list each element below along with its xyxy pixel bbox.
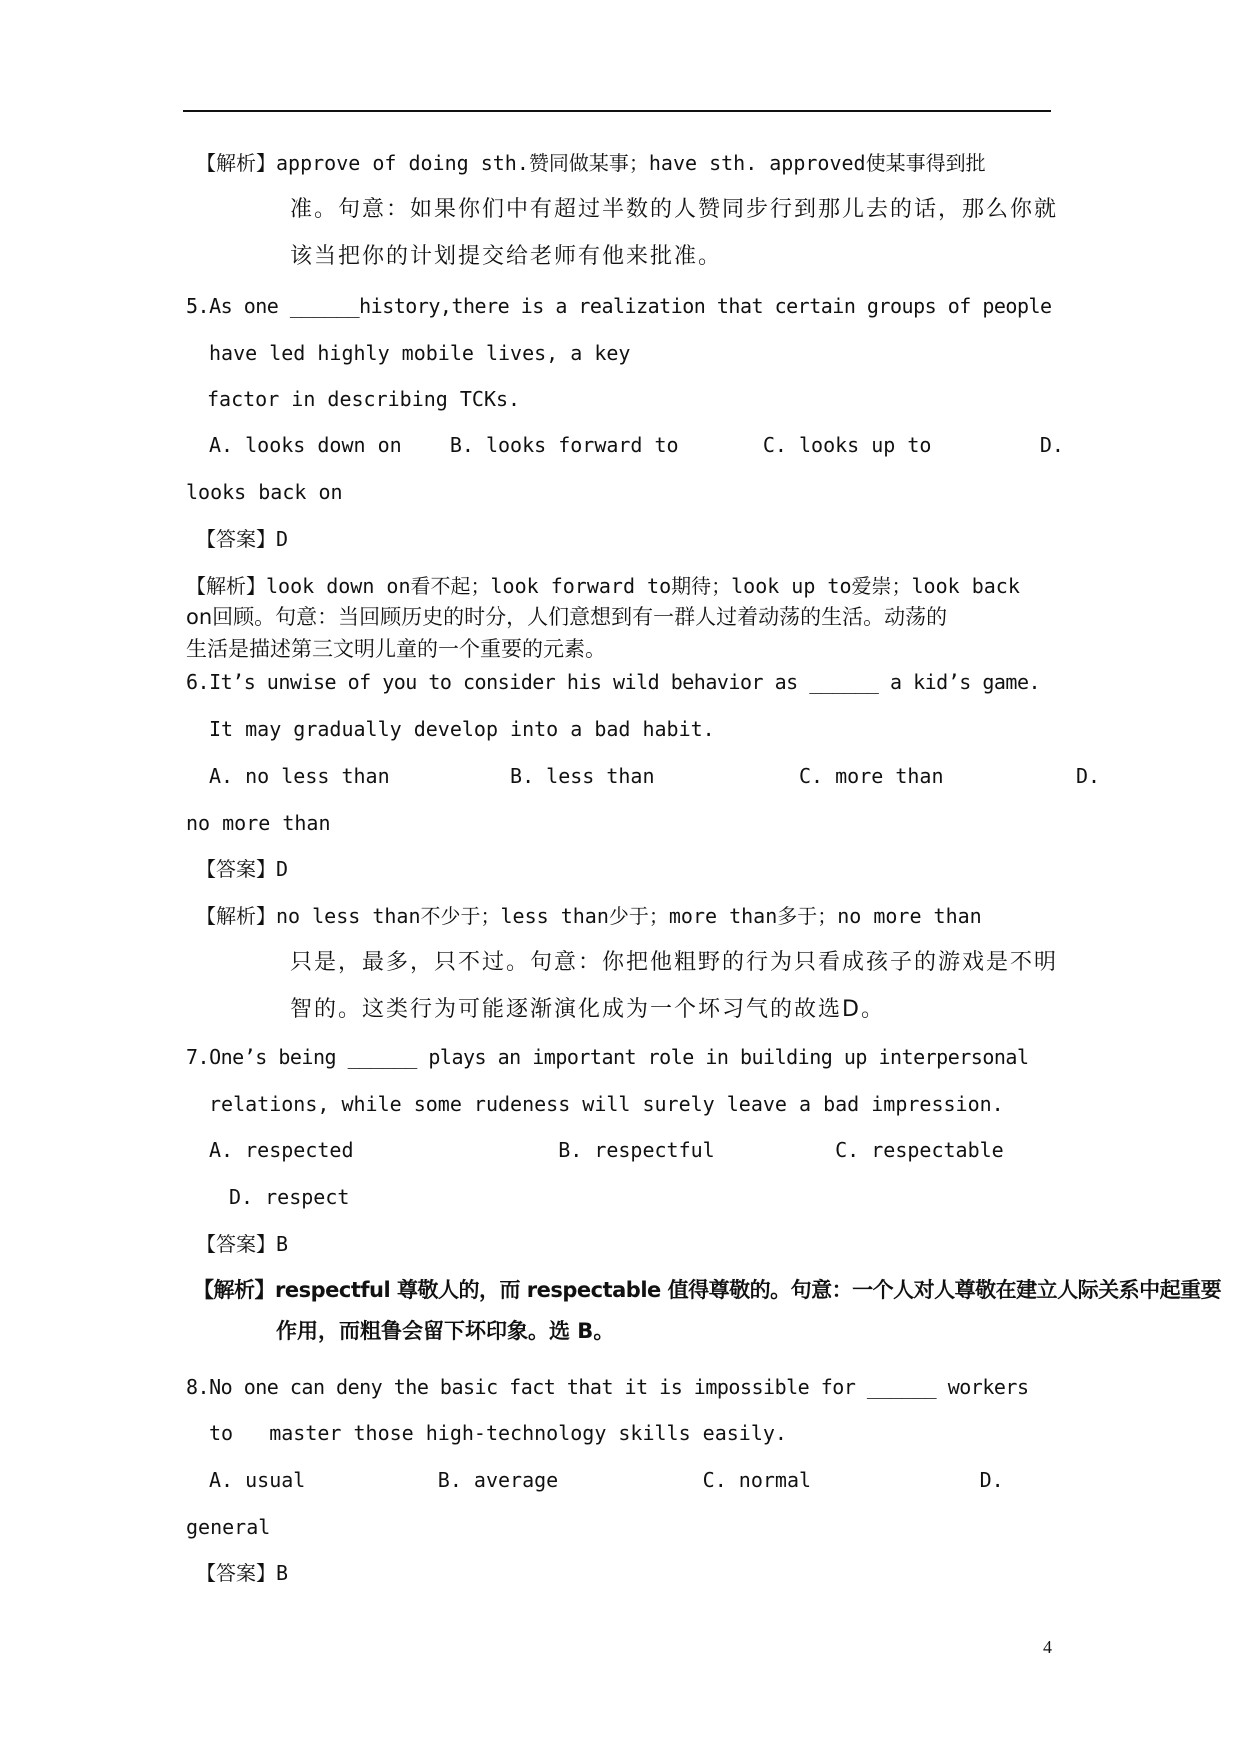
analysis-line: 【解析】look down on看不起；look forward to期待；look up to爱崇；look back <box>186 574 1020 598</box>
question-7-stem: relations, while some rudeness will surely leave a bad impression. <box>209 1092 1004 1116</box>
analysis-line: 准。句意：如果你们中有超过半数的人赞同步行到那儿去的话，那么你就 <box>290 197 1059 222</box>
answer-line: 【答案】D <box>196 527 289 551</box>
analysis-line: 【解析】approve of doing sth.赞同做某事；have sth. approved使某事得到批 <box>196 151 986 175</box>
header-rule <box>183 110 1051 112</box>
question-7-options: A. respected B. respectful C. respectable <box>209 1138 1004 1162</box>
answer-line: 【答案】B <box>196 1232 289 1256</box>
page-number: 4 <box>1043 1637 1052 1657</box>
question-6-options: A. no less than B. less than C. more than D. <box>209 764 1101 788</box>
question-5-stem: factor in describing TCKs. <box>207 387 521 411</box>
question-8-stem: to master those high-technology skills easily. <box>209 1421 787 1445</box>
analysis-line: 生活是描述第三文明儿童的一个重要的元素。 <box>186 637 606 661</box>
question-5-stem: 5.As one ______history,there is a realization that certain groups of people <box>186 294 1052 318</box>
analysis-line: 作用，而粗鲁会留下坏印象。选 B。 <box>276 1319 615 1343</box>
analysis-line: 【解析】no less than不少于；less than少于；more than多于；no more than <box>196 904 982 928</box>
analysis-line: 【解析】respectful 尊敬人的，而 respectable 值得尊敬的。句意：一个人对人尊敬在建立人际关系中起重要 <box>193 1278 1222 1302</box>
question-8-stem: 8.No one can deny the basic fact that it is impossible for ______ workers <box>186 1375 1029 1399</box>
question-6-options: no more than <box>186 811 331 835</box>
question-6-stem: 6.It’s unwise of you to consider his wild behavior as ______ a kid’s game. <box>186 670 1041 694</box>
analysis-line: 只是，最多，只不过。句意：你把他粗野的行为只看成孩子的游戏是不明 <box>290 950 1059 975</box>
question-5-stem: have led highly mobile lives, a key <box>209 341 631 365</box>
answer-line: 【答案】D <box>196 857 289 881</box>
answer-line: 【答案】B <box>196 1561 289 1585</box>
question-5-options: A. looks down on B. looks forward to C. looks up to D. <box>209 433 1064 457</box>
question-7-options: D. respect <box>229 1185 350 1209</box>
analysis-line: on回顾。句意：当回顾历史的时分，人们意想到有一群人过着动荡的生活。动荡的 <box>186 605 948 629</box>
analysis-line: 智的。这类行为可能逐渐演化成为一个坏习气的故选D。 <box>290 997 885 1022</box>
question-8-options: A. usual B. average C. normal D. <box>209 1468 1004 1492</box>
question-6-stem: It may gradually develop into a bad habit. <box>209 717 715 741</box>
question-7-stem: 7.One’s being ______ plays an important role in building up interpersonal <box>186 1045 1029 1069</box>
question-5-options: looks back on <box>186 480 343 504</box>
question-8-options: general <box>186 1515 271 1539</box>
analysis-line: 该当把你的计划提交给老师有他来批准。 <box>290 244 723 269</box>
